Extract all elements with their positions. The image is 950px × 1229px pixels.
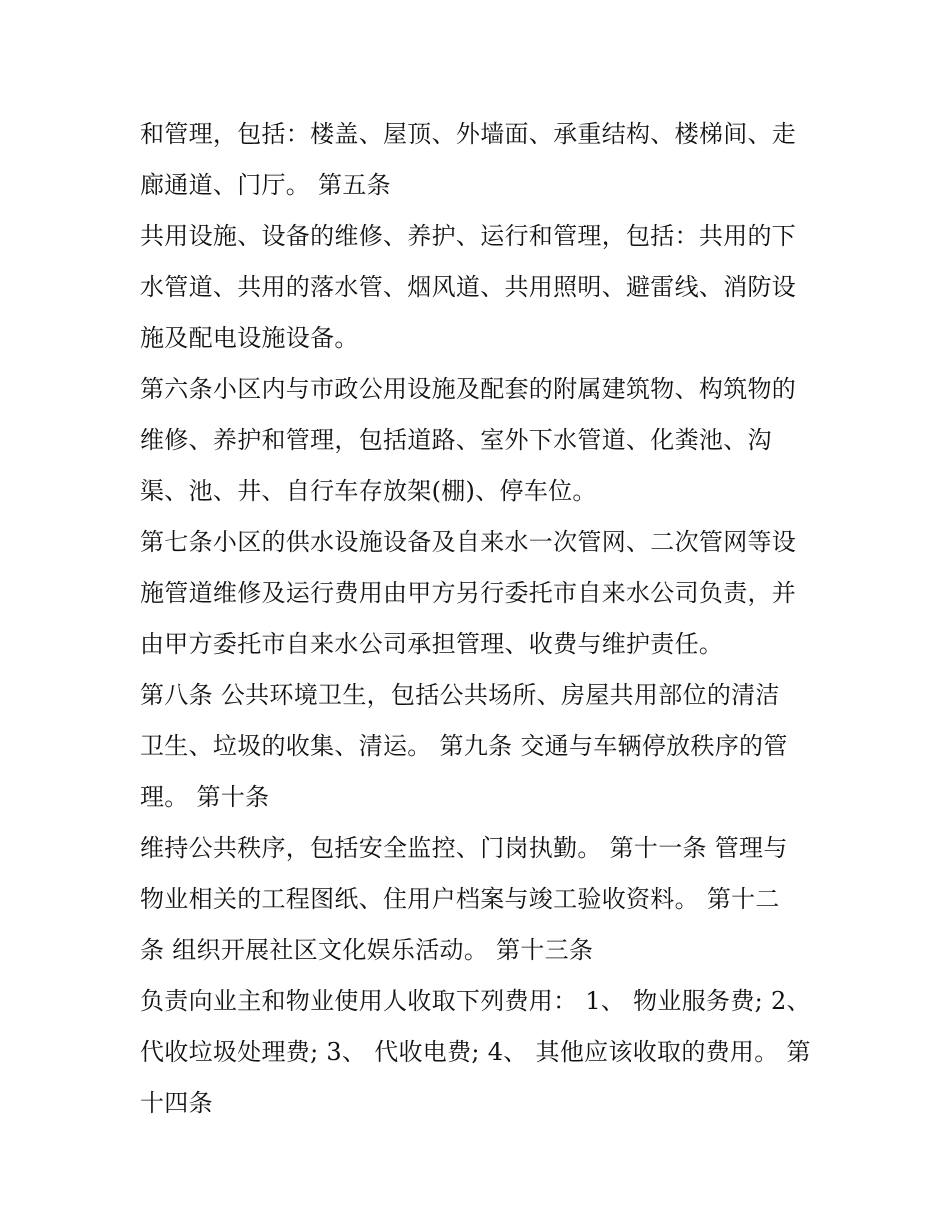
text-line: 第六条小区内与市政公用设施及配套的附属建筑物、构筑物的	[140, 375, 797, 403]
text-line: 理。 第十条	[140, 783, 270, 811]
text-line: 廊通道、门厅。 第五条	[140, 171, 391, 199]
text-line: 渠、池、井、自行车存放架(棚)、停车位。	[140, 477, 597, 505]
text-line: 施及配电设施设备。	[140, 324, 359, 352]
text-line: 和管理，包括：楼盖、屋顶、外墙面、承重结构、楼梯间、走	[140, 120, 797, 148]
document-body	[140, 109, 830, 1129]
text-line: 由甲方委托市自来水公司承担管理、收费与维护责任。	[140, 630, 724, 658]
text-line: 第八条 公共环境卫生，包括公共场所、房屋共用部位的清洁	[140, 681, 780, 709]
text-line: 维持公共秩序，包括安全监控、门岗执勤。 第十一条 管理与	[140, 834, 788, 862]
text-line: 十四条	[140, 1089, 213, 1117]
text-line: 水管道、共用的落水管、烟风道、共用照明、避雷线、消防设	[140, 273, 797, 301]
text-line: 条 组织开展社区文化娱乐活动。 第十三条	[140, 936, 594, 964]
text-line: 第七条小区的供水设施设备及自来水一次管网、二次管网等设	[140, 528, 797, 556]
text-line: 共用设施、设备的维修、养护、运行和管理，包括：共用的下	[140, 222, 797, 250]
text-line: 物业相关的工程图纸、住用户档案与竣工验收资料。 第十二	[140, 885, 780, 913]
text-line: 代收垃圾处理费; 3、 代收电费; 4、 其他应该收取的费用。 第	[140, 1038, 811, 1066]
text-line: 卫生、垃圾的收集、清运。 第九条 交通与车辆停放秩序的管	[140, 732, 788, 760]
text-line: 负责向业主和物业使用人收取下列费用： 1、 物业服务费; 2、	[140, 987, 811, 1015]
text-line: 维修、养护和管理，包括道路、室外下水管道、化粪池、沟	[140, 426, 772, 454]
text-line: 施管道维修及运行费用由甲方另行委托市自来水公司负责，并	[140, 579, 797, 607]
